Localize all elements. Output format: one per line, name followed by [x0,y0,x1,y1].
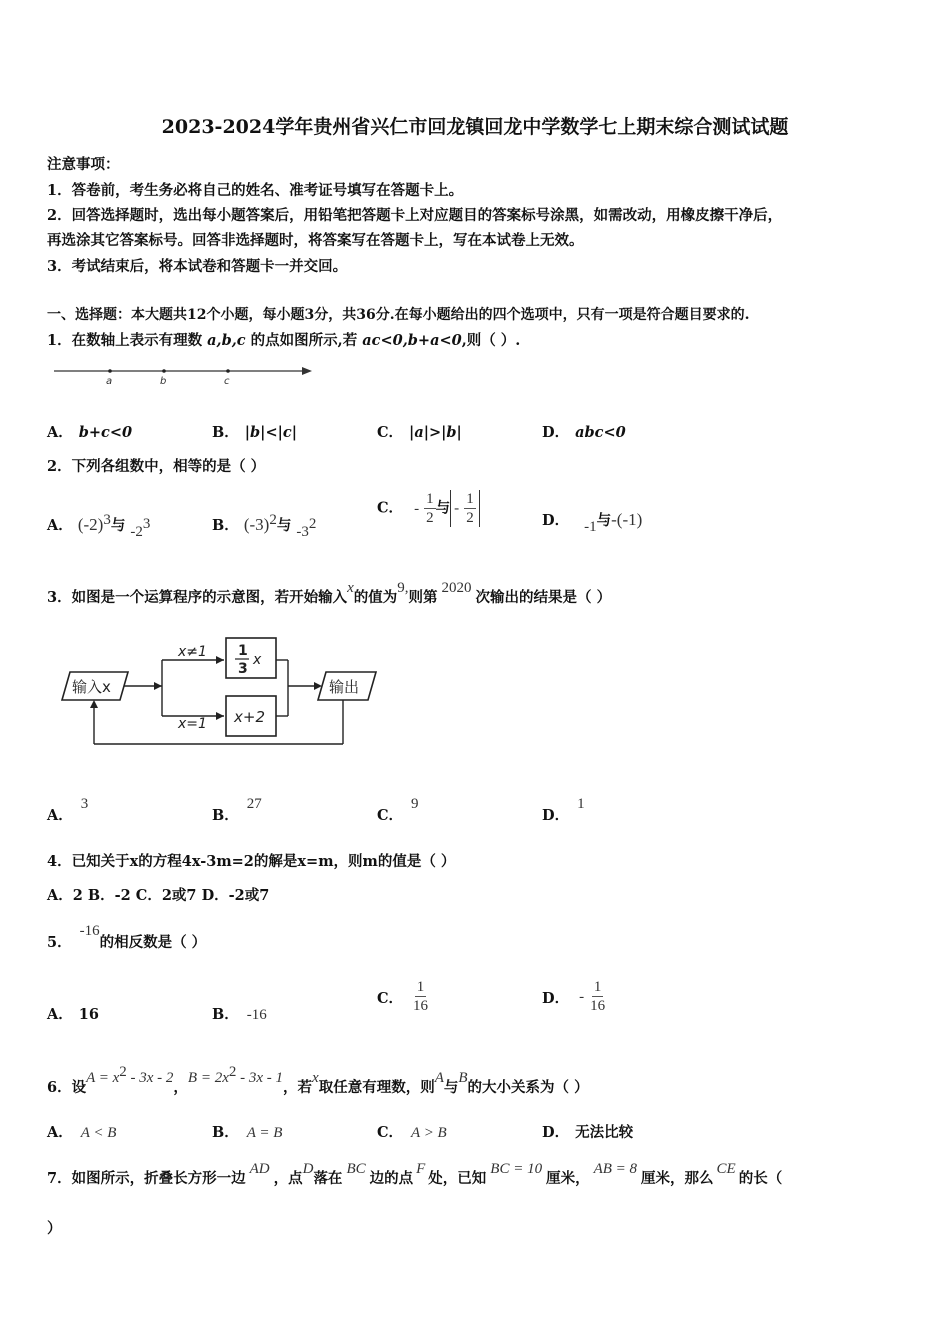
question-1-stem [47,329,520,350]
expr: -2 [130,523,143,540]
q7-close-paren: ） [47,1220,62,1237]
notice-item-3: 3．考试结束后，将本试卷和答题卡一并交回。 [47,258,348,275]
ab-length: AB = 8 [593,1161,638,1177]
option-text: |a|>|b| [409,424,462,441]
expr-A-rest: - 3x - 2 [126,1069,174,1086]
expr: -(-1) [611,510,643,529]
q3-option-c[interactable] [377,796,419,825]
q1-option-a[interactable] [47,421,132,442]
q3-text-post: 次输出的结果是（ ） [475,589,612,606]
numerator: 1 [466,491,474,507]
flow-arrow [154,682,162,690]
q5-option-d[interactable] [542,978,607,1015]
point-b [162,369,166,373]
q5-number: 5． [47,934,72,951]
exponent: 2 [308,516,317,532]
q1-vars: a,b,c [207,332,246,349]
sign: - [579,988,585,1005]
q7-text: 厘米， [546,1170,590,1187]
number-line-arrow [302,367,312,375]
numerator: 1 [593,979,602,995]
option-text: |b|<|c| [244,424,297,441]
flow-arrow [90,700,98,708]
option-text: A < B [80,1125,117,1141]
option-text: A > B [411,1125,447,1141]
q3-option-b[interactable] [212,796,262,825]
question-6-stem [47,1064,589,1097]
q6-text-mid2: 取任意有理数，则 [318,1078,435,1096]
joiner: 与 [596,512,612,529]
fraction [424,490,436,527]
option-label: B． [212,424,239,441]
option-label: C． [377,424,404,441]
option-label: A． [47,1006,73,1023]
q6-option-c[interactable] [377,1121,447,1142]
label-c: c [224,376,230,387]
q5-option-c[interactable] [377,978,430,1015]
question-3-stem [47,580,612,607]
number-line-figure [50,360,320,390]
q1-option-b[interactable] [212,421,297,442]
option-text: 16 [78,1006,99,1023]
operation-add: x+2 [234,708,265,726]
sign: - [454,500,460,517]
exponent: 2 [269,512,277,528]
expr-B: B = 2x [187,1069,229,1086]
fraction [588,978,607,1015]
option-label: A． [47,1124,73,1141]
q1-text-post: ,则（ ）. [461,332,521,349]
q1-text: 1．在数轴上表示有理数 [47,332,208,349]
notice-heading: 注意事项： [47,156,120,173]
exponent: 2 [228,1064,237,1080]
option-text: b+c<0 [78,424,133,441]
q7-text: 处，已知 [428,1170,487,1187]
sign: - [414,500,420,517]
flow-arrow [216,712,224,720]
q2-option-c[interactable] [377,490,480,527]
option-label: A． [47,807,73,824]
q2-option-b[interactable] [212,506,316,540]
fraction [464,490,476,527]
input-label: 输入x [72,678,111,696]
page-title: 2023-2024学年贵州省兴仁市回龙镇回龙中学数学七上期末综合测试试题 [161,116,789,138]
q7-text: 7．如图所示，折叠长方形一边 [47,1170,246,1187]
expr: -3 [296,523,309,540]
fraction-numerator: 1 [238,643,248,659]
option-label: B． [212,807,239,824]
q3-option-a[interactable] [47,796,89,825]
expr: (-2) [77,514,104,534]
notice-item-2: 2．回答选择题时，选出每小题答案后，用铅笔把答题卡上对应题目的答案标号涂黑，如需改动，用橡皮擦干净后， [47,207,783,224]
option-label: A． [47,424,73,441]
q3-count: 2020 [441,580,472,596]
point-c [226,369,230,373]
option-label: D． [542,424,570,441]
q5-option-b[interactable] [212,1003,267,1024]
question-7-stem [47,1161,783,1188]
option-text: abc<0 [575,424,626,441]
point-a [108,369,112,373]
option-value: 9 [411,796,419,812]
operation-var: x [253,652,262,668]
q5-option-a[interactable] [47,1003,99,1024]
denominator: 16 [590,998,606,1014]
q1-condition: ac<0,b+a<0 [362,332,462,349]
q3-option-d[interactable] [542,796,585,825]
q7-text: 厘米，那么 [641,1170,714,1187]
point-D: D [302,1161,314,1177]
q7-text: 落在 [313,1170,343,1187]
question-4-stem: 4．已知关于x的方程4x-3m=2的解是x=m，则m的值是（ ） [47,853,456,870]
q3-value: 9, [397,580,409,596]
denominator: 16 [413,998,429,1014]
denominator: 2 [426,510,434,526]
q7-text: 的长（ [738,1170,783,1187]
q2-option-a[interactable] [47,506,150,540]
comma: ， [173,1078,188,1096]
q6-option-a[interactable] [47,1121,116,1142]
question-2-stem: 2．下列各组数中，相等的是（ ） [47,458,266,475]
var-A: A [434,1069,444,1086]
exponent: 3 [103,512,111,528]
flowchart [58,630,388,752]
option-value: 3 [80,796,89,812]
option-text: -16 [246,1007,267,1023]
label-b: b [160,376,167,387]
condition-not-one: x≠1 [178,644,207,660]
flow-arrow [216,656,224,664]
fraction-denominator: 3 [238,661,248,677]
q7-text: 边的点 [369,1170,414,1187]
q6-var: x [312,1069,319,1086]
option-label: B． [212,1006,239,1023]
option-text: 无法比较 [575,1124,634,1141]
option-label: C． [377,989,404,1007]
q3-text-mid2: 则第 [408,589,438,606]
bc-length: BC = 10 [490,1161,543,1177]
option-label: D． [542,807,570,824]
q6-option-d[interactable] [542,1121,633,1142]
expr: (-3) [243,514,270,534]
expr: -1 [584,519,597,535]
option-text: A = B [246,1125,283,1141]
option-label: C． [377,807,404,824]
q1-option-d[interactable] [542,421,626,442]
q3-var: x [347,580,354,596]
q6-text-post: 的大小关系为（ ） [467,1078,589,1096]
option-label: D． [542,989,570,1007]
denominator: 2 [466,510,474,526]
joiner: 与 [443,1078,459,1096]
option-label: B． [212,1124,239,1141]
option-label: D． [542,512,570,529]
exponent: 3 [142,516,151,532]
question-5-stem [47,923,207,952]
label-a: a [106,376,113,387]
notice-item-1: 1．答卷前，考生务必将自己的姓名、准考证号填写在答题卡上。 [47,182,464,199]
joiner: 与 [276,516,292,534]
q1-text-mid: 的点如图所示,若 [245,332,363,349]
option-label: C． [377,499,404,517]
q5-text: 的相反数是（ ） [99,934,207,951]
q5-value: -16 [79,923,100,939]
operation-box-top [226,638,276,678]
expr-A: A = x [86,1069,120,1086]
q4-options[interactable]: A．2 B．-2 C．2或7 D．-2或7 [47,887,270,904]
q3-text: 3．如图是一个运算程序的示意图，若开始输入 [47,589,348,606]
joiner: 与 [435,499,451,517]
option-label: A． [47,516,73,534]
option-label: D． [542,1124,570,1141]
point-F: F [416,1161,426,1177]
expr-B-rest: - 3x - 1 [236,1069,284,1086]
option-value: 27 [246,796,262,812]
var-B: B [458,1069,468,1086]
exponent: 2 [119,1064,127,1080]
segment-BC: BC [346,1161,366,1177]
output-label: 输出 [329,678,360,696]
section-heading: 一、选择题：本大题共12个小题，每小题3分，共36分.在每小题给出的四个选项中，只有一项是符合题目要求的. [47,307,750,323]
absolute-value [450,490,480,527]
q1-option-c[interactable] [377,421,462,442]
segment-AD: AD [249,1161,270,1177]
numerator: 1 [426,491,434,507]
q6-text: 6．设 [47,1078,87,1096]
numerator: 1 [416,979,425,995]
option-label: B． [212,516,239,534]
option-label: C． [377,1124,404,1141]
notice-item-2-cont: 再选涂其它答案标号。回答非选择题时，将答案写在答题卡上，写在本试卷上无效。 [47,232,584,249]
fraction [411,978,430,1015]
q7-text: ，点 [273,1170,303,1187]
condition-one: x=1 [178,716,207,732]
q3-text-mid: 的值为 [353,589,398,606]
segment-CE: CE [716,1161,736,1177]
q6-option-b[interactable] [212,1121,282,1142]
option-value: 1 [577,796,585,812]
joiner: 与 [110,516,126,534]
q6-text-mid: ，若 [283,1078,313,1096]
q2-option-d[interactable] [542,506,642,535]
